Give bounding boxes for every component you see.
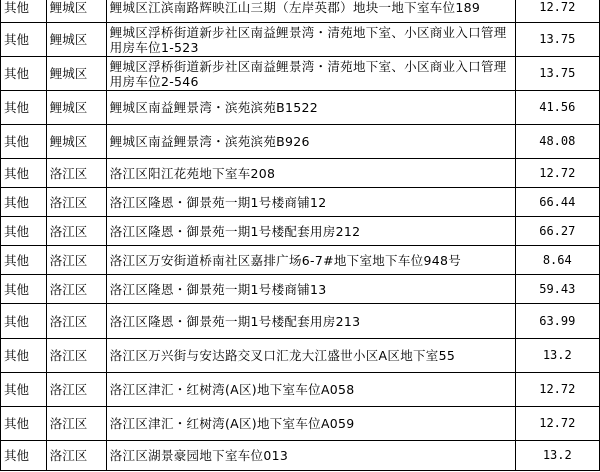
- table-row: [1, 57, 600, 91]
- type-cell: 其他: [1, 91, 47, 125]
- type-cell: 其他: [1, 217, 47, 246]
- area-cell: 13.2: [515, 441, 599, 471]
- area-cell: 48.08: [515, 125, 599, 159]
- type-cell: 其他: [1, 246, 47, 275]
- district-cell: 鲤城区: [46, 91, 106, 125]
- type-cell: 其他: [1, 159, 47, 188]
- type-cell: 其他: [1, 188, 47, 217]
- district-cell: 洛江区: [46, 304, 106, 339]
- district-cell: 洛江区: [46, 246, 106, 275]
- description-cell: 洛江区隆恩・御景苑一期1号楼商铺12: [106, 188, 515, 217]
- table-row: [1, 188, 600, 217]
- type-cell: 其他: [1, 23, 47, 57]
- type-cell: 其他: [1, 407, 47, 441]
- area-cell: 66.27: [515, 217, 599, 246]
- description-cell: 洛江区津汇・红树湾(A区)地下室车位A058: [106, 373, 515, 407]
- table-row: [1, 125, 600, 159]
- type-cell: 其他: [1, 275, 47, 304]
- description-cell: 洛江区万兴街与安达路交叉口汇龙大江盛世小区A区地下室55: [106, 339, 515, 373]
- area-cell: 41.56: [515, 91, 599, 125]
- type-cell: 其他: [1, 0, 47, 23]
- district-cell: 洛江区: [46, 373, 106, 407]
- description-cell: 洛江区万安街道桥南社区嘉排广场6-7#地下室地下车位948号: [106, 246, 515, 275]
- description-cell: 洛江区津汇・红树湾(A区)地下室车位A059: [106, 407, 515, 441]
- table-row: [1, 407, 600, 441]
- district-cell: 洛江区: [46, 275, 106, 304]
- table-row: [1, 441, 600, 471]
- district-cell: 洛江区: [46, 217, 106, 246]
- district-cell: 洛江区: [46, 159, 106, 188]
- description-cell: 鲤城区浮桥街道新步社区南益鲤景湾・清苑地下室、小区商业入口管理用房车位2-546: [106, 57, 515, 91]
- description-cell: 洛江区隆恩・御景苑一期1号楼商铺13: [106, 275, 515, 304]
- description-cell: 洛江区湖景豪园地下室车位013: [106, 441, 515, 471]
- type-cell: 其他: [1, 57, 47, 91]
- table-row: [1, 91, 600, 125]
- type-cell: 其他: [1, 339, 47, 373]
- description-cell: 洛江区隆恩・御景苑一期1号楼配套用房213: [106, 304, 515, 339]
- district-cell: 鲤城区: [46, 23, 106, 57]
- table-row: [1, 304, 600, 339]
- area-cell: 12.72: [515, 373, 599, 407]
- district-cell: 鲤城区: [46, 0, 106, 23]
- area-cell: 12.72: [515, 407, 599, 441]
- area-cell: 8.64: [515, 246, 599, 275]
- table-row: [1, 373, 600, 407]
- table-row: [1, 217, 600, 246]
- area-cell: 13.75: [515, 23, 599, 57]
- district-cell: 洛江区: [46, 339, 106, 373]
- district-cell: 洛江区: [46, 407, 106, 441]
- area-cell: 63.99: [515, 304, 599, 339]
- description-cell: 鲤城区南益鲤景湾・滨苑滨苑B1522: [106, 91, 515, 125]
- area-cell: 66.44: [515, 188, 599, 217]
- table-row: [1, 246, 600, 275]
- district-cell: 洛江区: [46, 441, 106, 471]
- area-cell: 13.2: [515, 339, 599, 373]
- district-cell: 洛江区: [46, 188, 106, 217]
- district-cell: 鲤城区: [46, 57, 106, 91]
- type-cell: 其他: [1, 441, 47, 471]
- area-cell: 12.72: [515, 159, 599, 188]
- area-cell: 13.75: [515, 57, 599, 91]
- area-cell: 12.72: [515, 0, 599, 23]
- table-row: [1, 275, 600, 304]
- description-cell: 鲤城区南益鲤景湾・滨苑滨苑B926: [106, 125, 515, 159]
- area-cell: 59.43: [515, 275, 599, 304]
- table-body: [1, 0, 600, 471]
- type-cell: 其他: [1, 304, 47, 339]
- table-row: [1, 159, 600, 188]
- district-cell: 鲤城区: [46, 125, 106, 159]
- description-cell: 鲤城区浮桥街道新步社区南益鲤景湾・清苑地下室、小区商业入口管理用房车位1-523: [106, 23, 515, 57]
- description-cell: 洛江区隆恩・御景苑一期1号楼配套用房212: [106, 217, 515, 246]
- type-cell: 其他: [1, 373, 47, 407]
- description-cell: 鲤城区江滨南路辉映江山三期（左岸英郡）地块一地下室车位189: [106, 0, 515, 23]
- table-row: [1, 339, 600, 373]
- table-row: [1, 0, 600, 23]
- table-row: [1, 23, 600, 57]
- description-cell: 洛江区阳江花苑地下室车208: [106, 159, 515, 188]
- type-cell: 其他: [1, 125, 47, 159]
